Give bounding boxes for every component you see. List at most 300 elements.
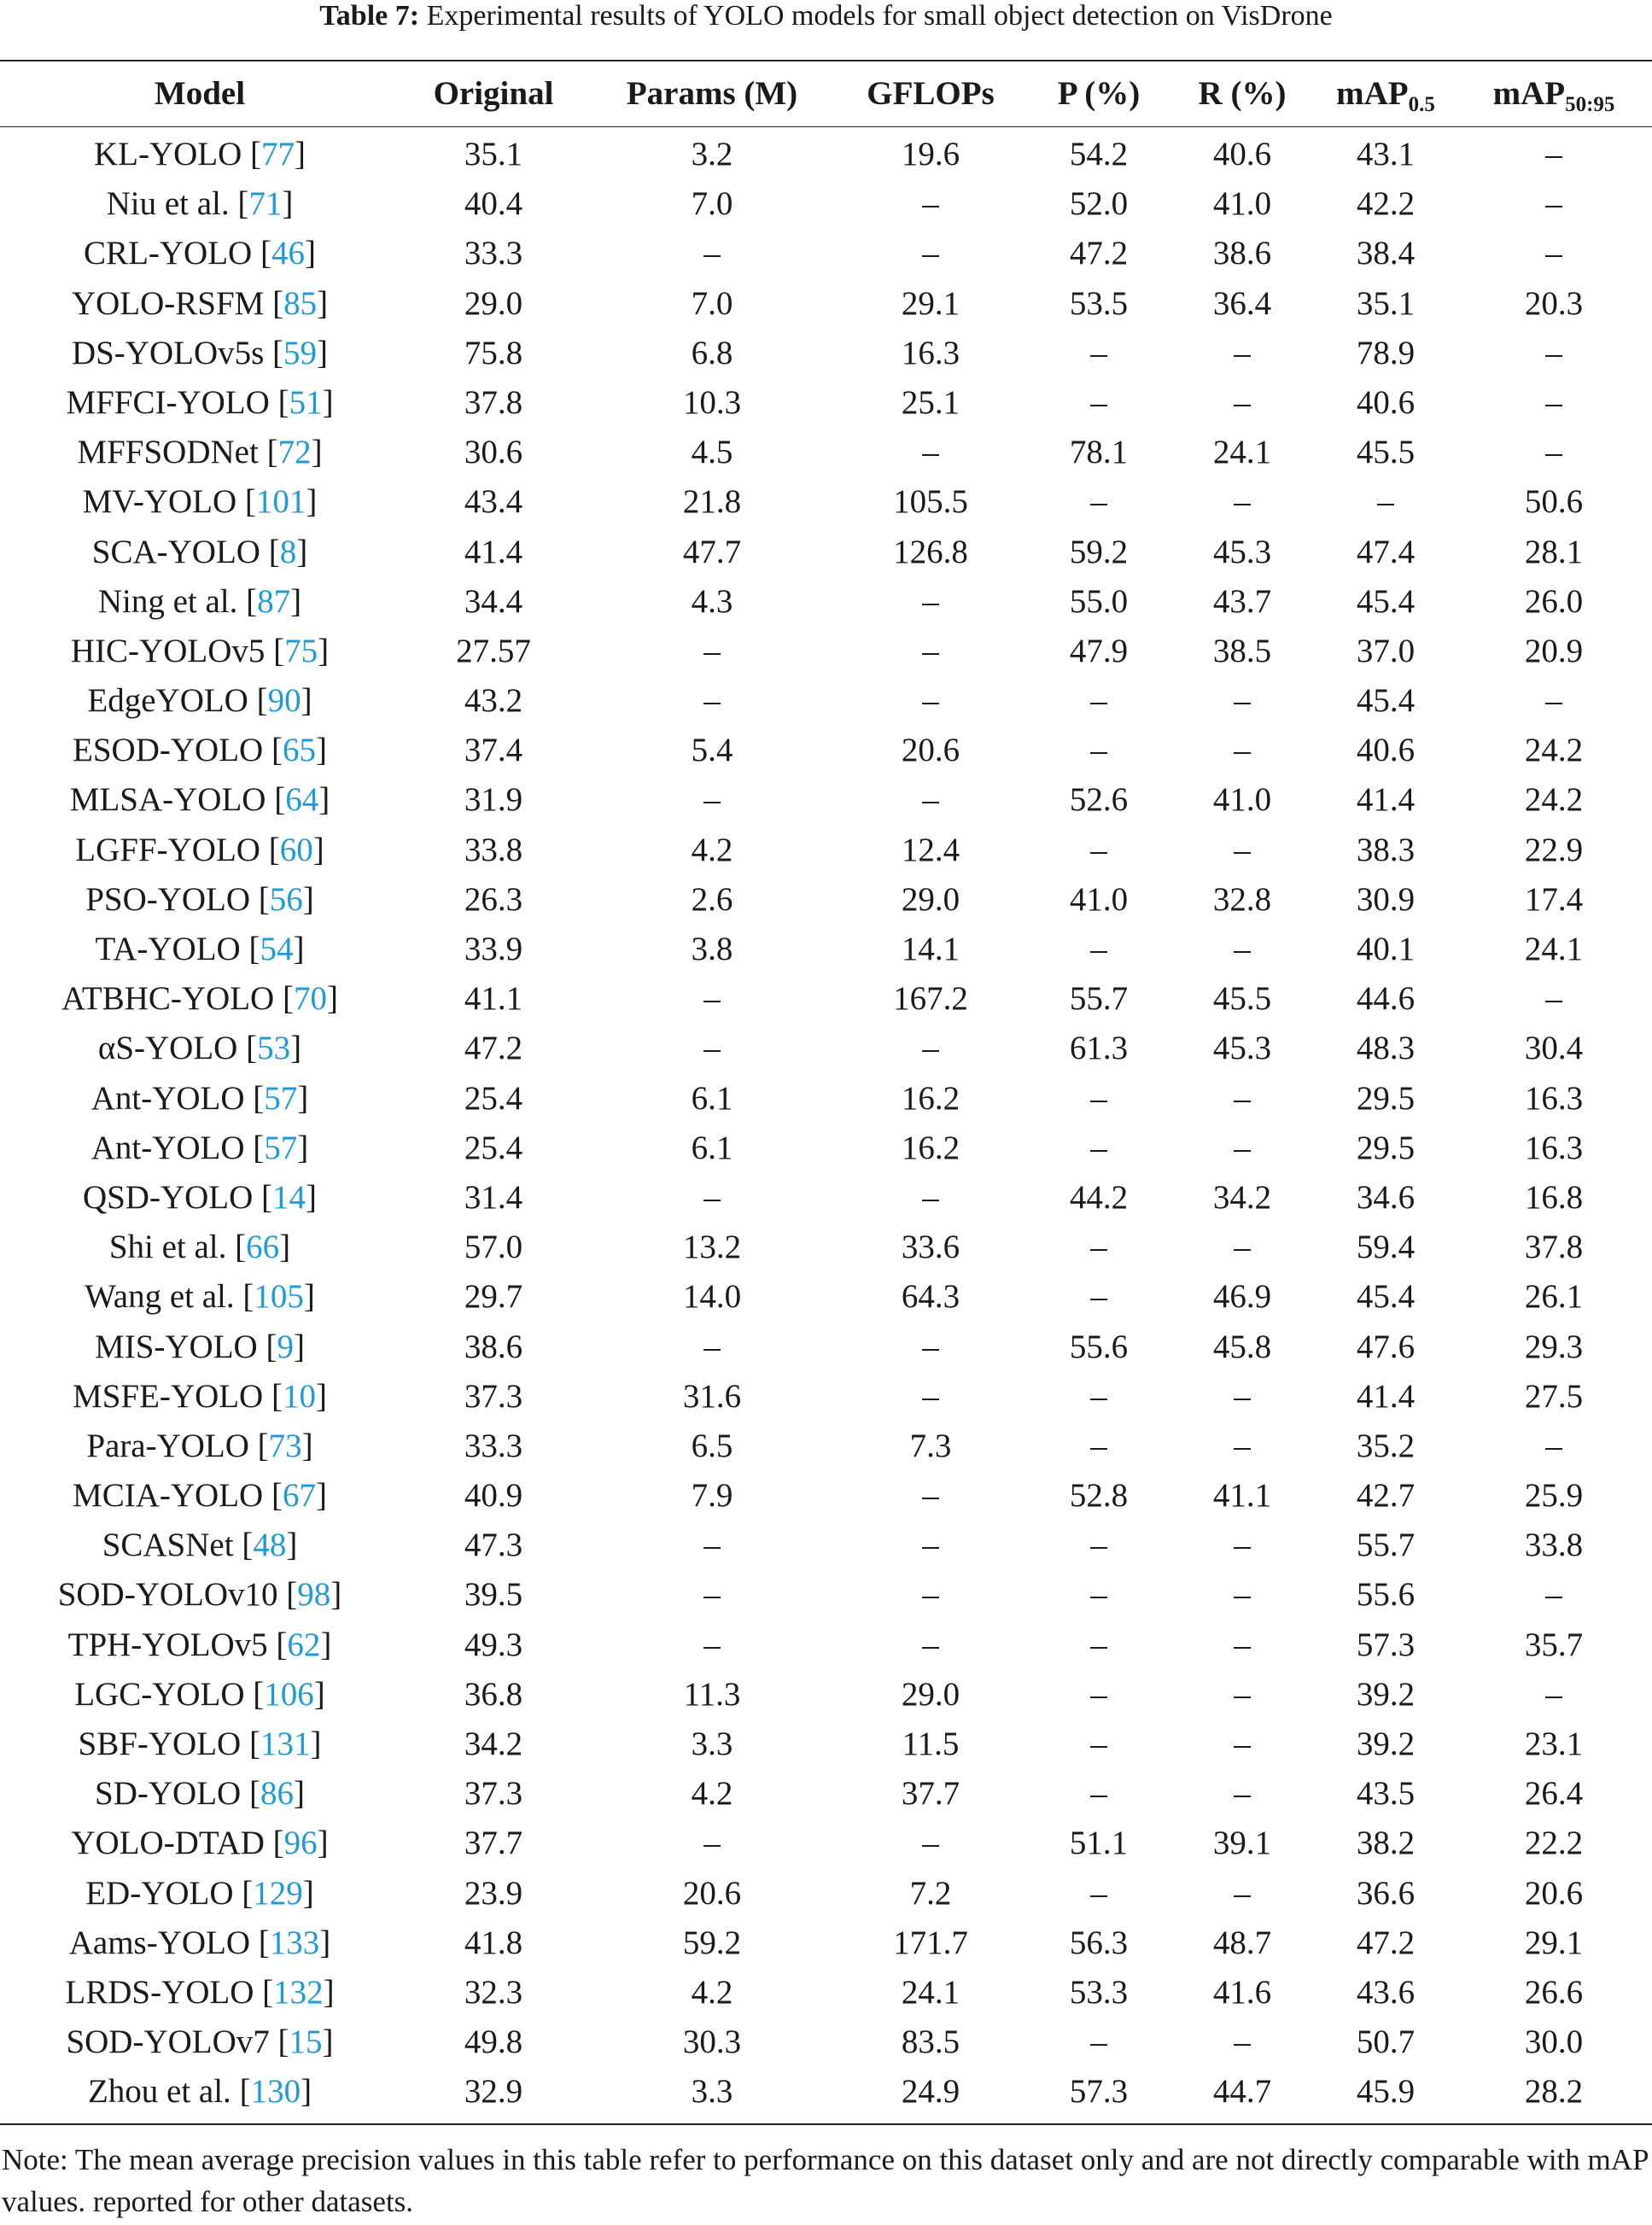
cell-params: 14.0 <box>682 1278 742 1316</box>
cell-model: Niu et al. [71] <box>106 185 294 223</box>
cell-original: 29.7 <box>464 1278 523 1316</box>
reference-link[interactable]: 131 <box>260 1726 311 1762</box>
table-caption <box>0 0 1652 34</box>
table-row <box>0 130 1652 179</box>
reference-link[interactable]: 9 <box>277 1328 294 1365</box>
table-row <box>0 1471 1652 1521</box>
cell-precision: 78.1 <box>1069 434 1129 471</box>
cell-recall: 44.7 <box>1212 2073 1272 2111</box>
cell-map05: 45.4 <box>1356 1278 1416 1316</box>
cell-precision: 41.0 <box>1069 880 1129 918</box>
table-row <box>0 1968 1652 2018</box>
table-row <box>0 1074 1652 1124</box>
reference-link[interactable]: 71 <box>248 185 283 223</box>
cell-map5095: – <box>1545 235 1562 272</box>
cell-gflops: 37.7 <box>901 1775 960 1813</box>
table-row <box>0 1124 1652 1173</box>
cell-map5095: – <box>1545 185 1562 223</box>
cell-original: 25.4 <box>464 1129 523 1166</box>
cell-gflops: 24.9 <box>901 2073 960 2111</box>
cell-map05: 47.4 <box>1356 533 1416 570</box>
cell-map05: 38.2 <box>1356 1825 1416 1862</box>
model-name: EdgeYOLO <box>87 682 257 720</box>
header-recall: R (%) <box>1198 75 1287 112</box>
table-row <box>0 1621 1652 1670</box>
cell-params: 13.2 <box>682 1229 742 1266</box>
cell-map05: 59.4 <box>1356 1229 1416 1266</box>
cell-precision: – <box>1090 1129 1107 1166</box>
cell-model: Ant-YOLO [57] <box>90 1079 309 1117</box>
cell-params: 4.3 <box>691 582 733 620</box>
cell-original: 34.2 <box>464 1726 523 1762</box>
reference-link[interactable]: 133 <box>269 1924 320 1961</box>
table-row <box>0 826 1652 875</box>
cell-params: 59.2 <box>682 1924 742 1961</box>
cell-map5095: 37.8 <box>1524 1229 1584 1266</box>
cell-recall: – <box>1234 1079 1251 1117</box>
cell-map05: 35.2 <box>1356 1427 1416 1464</box>
reference-link[interactable]: 62 <box>287 1626 321 1663</box>
cell-gflops: 7.3 <box>909 1427 952 1464</box>
cell-map5095: – <box>1545 334 1562 371</box>
cell-precision: – <box>1090 383 1107 421</box>
cell-original: 41.1 <box>464 980 523 1018</box>
reference-link[interactable]: 64 <box>285 781 319 819</box>
header-original: Original <box>433 75 554 112</box>
reference-link[interactable]: 77 <box>261 136 295 172</box>
cell-precision: – <box>1090 1427 1107 1464</box>
reference-link[interactable]: 66 <box>246 1229 280 1266</box>
cell-gflops: – <box>922 632 939 669</box>
cell-gflops: 105.5 <box>893 483 968 521</box>
cell-original: 35.1 <box>464 136 523 172</box>
cell-map05: 38.3 <box>1356 831 1416 868</box>
cell-recall: – <box>1234 1427 1251 1464</box>
cell-map5095: – <box>1545 1576 1562 1614</box>
cell-recall: 45.8 <box>1212 1328 1272 1365</box>
reference-link[interactable]: 8 <box>279 533 297 570</box>
cell-model: Para-YOLO [73] <box>86 1427 313 1464</box>
model-name: TPH-YOLOv5 <box>67 1626 277 1663</box>
cell-map05: 39.2 <box>1356 1675 1416 1713</box>
reference-link[interactable]: 15 <box>289 2024 323 2061</box>
cell-model: Wang et al. [105] <box>85 1278 315 1316</box>
cell-original: 26.3 <box>464 880 523 918</box>
table-row <box>0 2018 1652 2067</box>
reference-link[interactable]: 53 <box>257 1030 291 1067</box>
cell-recall: – <box>1234 831 1251 868</box>
cell-recall: 34.2 <box>1212 1178 1272 1216</box>
cell-original: 37.3 <box>464 1377 523 1415</box>
table-row <box>0 1819 1652 1868</box>
cell-recall: – <box>1234 1576 1251 1614</box>
cell-gflops: 171.7 <box>893 1924 968 1961</box>
reference-link[interactable]: 87 <box>257 582 291 620</box>
cell-map5095: 33.8 <box>1524 1527 1584 1564</box>
cell-params: 4.2 <box>691 1973 733 2011</box>
cell-recall: 46.9 <box>1212 1278 1272 1316</box>
cell-params: – <box>703 1178 721 1216</box>
cell-gflops: – <box>922 1626 939 1663</box>
table-header-rule <box>0 126 1652 127</box>
reference-link[interactable]: 67 <box>282 1477 316 1515</box>
cell-map05: 45.4 <box>1356 582 1416 620</box>
cell-map5095: 25.9 <box>1524 1477 1584 1515</box>
cell-recall: 45.3 <box>1212 1030 1272 1067</box>
cell-original: 47.2 <box>464 1030 523 1067</box>
cell-gflops: 33.6 <box>901 1229 960 1266</box>
cell-params: – <box>703 682 721 720</box>
cell-map5095: 26.6 <box>1524 1973 1584 2011</box>
cell-model: SOD-YOLOv7 [15] <box>66 2024 334 2061</box>
cell-map05: 50.7 <box>1356 2024 1416 2061</box>
reference-link[interactable]: 60 <box>279 831 313 868</box>
cell-params: 21.8 <box>682 483 742 521</box>
reference-link[interactable]: 70 <box>293 980 327 1018</box>
cell-model: SD-YOLO [86] <box>95 1775 305 1813</box>
cell-original: 29.0 <box>464 284 523 322</box>
cell-gflops: – <box>922 1576 939 1614</box>
cell-map5095: 50.6 <box>1524 483 1584 521</box>
cell-params: – <box>703 1030 721 1067</box>
cell-precision: 53.3 <box>1069 1973 1129 2011</box>
model-name: SCASNet <box>102 1527 242 1564</box>
table-bottom-rule <box>0 2123 1652 2125</box>
cell-params: – <box>703 632 721 669</box>
cell-params: – <box>703 781 721 819</box>
cell-map5095: 24.2 <box>1524 781 1584 819</box>
cell-model: MSFE-YOLO [10] <box>73 1377 327 1415</box>
cell-gflops: 29.0 <box>901 1675 960 1713</box>
cell-params: – <box>703 1328 721 1365</box>
cell-gflops: – <box>922 1030 939 1067</box>
model-name: LGFF-YOLO <box>75 831 269 868</box>
reference-link[interactable]: 10 <box>282 1377 316 1415</box>
cell-params: 7.0 <box>691 284 733 322</box>
model-name: SCA-YOLO <box>91 533 269 570</box>
model-name: αS-YOLO <box>97 1030 247 1067</box>
model-name: Ning et al. <box>97 582 247 620</box>
cell-precision: 47.2 <box>1069 235 1129 272</box>
cell-map05: 45.5 <box>1356 434 1416 471</box>
reference-link[interactable]: 105 <box>254 1278 304 1316</box>
cell-precision: – <box>1090 1874 1107 1912</box>
reference-link[interactable]: 65 <box>282 732 316 769</box>
cell-original: 49.3 <box>464 1626 523 1663</box>
cell-map05: 41.4 <box>1356 1377 1416 1415</box>
cell-precision: – <box>1090 483 1107 521</box>
cell-params: 30.3 <box>682 2024 742 2061</box>
cell-precision: 51.1 <box>1069 1825 1129 1862</box>
model-name: SBF-YOLO <box>78 1726 249 1762</box>
cell-map5095: 22.2 <box>1524 1825 1584 1862</box>
cell-precision: – <box>1090 1726 1107 1762</box>
cell-gflops: 14.1 <box>901 931 960 967</box>
cell-model: LGC-YOLO [106] <box>74 1675 325 1713</box>
cell-gflops: 16.3 <box>901 334 960 371</box>
cell-model: LGFF-YOLO [60] <box>75 831 324 868</box>
cell-recall: 24.1 <box>1212 434 1272 471</box>
table-note: Note: The mean average precision values in this table refer to performance on this dataset only and are not directly comparable with mAP values. reported for other datasets. <box>2 2143 1649 2218</box>
cell-map5095: – <box>1545 980 1562 1018</box>
model-name: DS-YOLOv5s <box>71 334 273 371</box>
reference-link[interactable]: 96 <box>283 1825 318 1862</box>
model-name: HIC-YOLOv5 <box>70 632 274 669</box>
reference-link[interactable]: 14 <box>272 1178 306 1216</box>
cell-model: MFFCI-YOLO [51] <box>66 383 334 421</box>
cell-map5095: 24.2 <box>1524 732 1584 769</box>
cell-gflops: – <box>922 235 939 272</box>
table-row <box>0 1272 1652 1322</box>
cell-precision: – <box>1090 1576 1107 1614</box>
reference-link[interactable]: 86 <box>260 1775 294 1813</box>
cell-precision: 47.9 <box>1069 632 1129 669</box>
cell-model: αS-YOLO [53] <box>97 1030 302 1067</box>
model-name: MCIA-YOLO <box>73 1477 271 1515</box>
model-name: MFFSODNet <box>77 434 267 471</box>
cell-precision: 59.2 <box>1069 533 1129 570</box>
cell-params: – <box>703 980 721 1018</box>
table-row <box>0 1918 1652 1968</box>
reference-link[interactable]: 132 <box>273 1973 324 2011</box>
cell-map05: 55.6 <box>1356 1576 1416 1614</box>
cell-params: 6.5 <box>691 1427 733 1464</box>
cell-model: SBF-YOLO [131] <box>78 1726 322 1762</box>
table-row <box>0 1769 1652 1819</box>
cell-gflops: 11.5 <box>902 1726 960 1762</box>
reference-link[interactable]: 72 <box>277 434 312 471</box>
reference-link[interactable]: 90 <box>267 682 301 720</box>
cell-precision: 52.6 <box>1069 781 1129 819</box>
cell-recall: – <box>1234 1675 1251 1713</box>
cell-gflops: 83.5 <box>901 2024 960 2061</box>
reference-link[interactable]: 85 <box>283 284 318 322</box>
table-row <box>0 477 1652 527</box>
cell-original: 33.8 <box>464 831 523 868</box>
cell-original: 32.9 <box>464 2073 523 2111</box>
cell-precision: 52.0 <box>1069 185 1129 223</box>
cell-params: 11.3 <box>683 1675 741 1713</box>
reference-link[interactable]: 56 <box>269 880 303 918</box>
cell-map05: 29.5 <box>1356 1129 1416 1166</box>
table-row <box>0 1372 1652 1422</box>
cell-map5095: 26.1 <box>1524 1278 1584 1316</box>
cell-gflops: 29.0 <box>901 880 960 918</box>
cell-original: 57.0 <box>464 1229 523 1266</box>
cell-gflops: 19.6 <box>901 136 960 172</box>
cell-map05: 43.6 <box>1356 1973 1416 2011</box>
cell-precision: – <box>1090 931 1107 967</box>
cell-map05: 43.1 <box>1356 136 1416 172</box>
table-row <box>0 279 1652 329</box>
cell-recall: 41.0 <box>1212 185 1272 223</box>
cell-map5095: 16.3 <box>1524 1079 1584 1117</box>
cell-gflops: – <box>922 434 939 471</box>
model-name: TA-YOLO <box>95 931 249 967</box>
cell-params: – <box>703 235 721 272</box>
cell-map05: 39.2 <box>1356 1726 1416 1762</box>
cell-gflops: – <box>922 1328 939 1365</box>
model-name: Ant-YOLO <box>90 1129 254 1166</box>
cell-original: 25.4 <box>464 1079 523 1117</box>
table-row <box>0 775 1652 825</box>
cell-gflops: – <box>922 1527 939 1564</box>
cell-gflops: – <box>922 1178 939 1216</box>
cell-original: 49.8 <box>464 2024 523 2061</box>
reference-link[interactable]: 54 <box>260 931 294 967</box>
cell-params: 4.5 <box>691 434 733 471</box>
reference-link[interactable]: 106 <box>264 1675 314 1713</box>
table-row <box>0 1024 1652 1073</box>
reference-link[interactable]: 51 <box>289 383 323 421</box>
reference-link[interactable]: 98 <box>297 1576 331 1614</box>
cell-gflops: 167.2 <box>893 980 968 1018</box>
cell-recall: 41.1 <box>1212 1477 1272 1515</box>
cell-params: 4.2 <box>691 1775 733 1813</box>
table-caption-label: Table 7: <box>319 0 420 32</box>
cell-map5095: – <box>1545 1427 1562 1464</box>
cell-map05: 40.1 <box>1356 931 1416 967</box>
reference-link[interactable]: 57 <box>264 1129 298 1166</box>
cell-map5095: 26.4 <box>1524 1775 1584 1813</box>
cell-recall: 32.8 <box>1212 880 1272 918</box>
cell-recall: – <box>1234 383 1251 421</box>
cell-model: ATBHC-YOLO [70] <box>61 980 338 1018</box>
cell-params: – <box>703 1825 721 1862</box>
cell-recall: – <box>1234 682 1251 720</box>
cell-gflops: 126.8 <box>893 533 968 570</box>
cell-precision: – <box>1090 1079 1107 1117</box>
cell-precision: – <box>1090 732 1107 769</box>
cell-map05: 35.1 <box>1356 284 1416 322</box>
cell-precision: 53.5 <box>1069 284 1129 322</box>
table-row <box>0 528 1652 577</box>
cell-map5095: – <box>1545 383 1562 421</box>
table-row <box>0 1570 1652 1620</box>
model-name: Wang et al. <box>85 1278 243 1316</box>
reference-link[interactable]: 75 <box>284 632 318 669</box>
cell-recall: – <box>1234 483 1251 521</box>
cell-original: 32.3 <box>464 1973 523 2011</box>
cell-precision: 54.2 <box>1069 136 1129 172</box>
table-row <box>0 1173 1652 1223</box>
cell-map05: 47.2 <box>1356 1924 1416 1961</box>
cell-params: – <box>703 1527 721 1564</box>
cell-map05: 48.3 <box>1356 1030 1416 1067</box>
model-name: YOLO-DTAD <box>71 1825 273 1862</box>
table-row <box>0 1869 1652 1918</box>
cell-params: 47.7 <box>682 533 742 570</box>
cell-original: 33.9 <box>464 931 523 967</box>
cell-map05: 40.6 <box>1356 383 1416 421</box>
cell-model: YOLO-DTAD [96] <box>71 1825 329 1862</box>
model-name: Aams-YOLO <box>68 1924 259 1961</box>
cell-model: ED-YOLO [129] <box>85 1874 314 1912</box>
table-row <box>0 974 1652 1024</box>
cell-params: 31.6 <box>682 1377 742 1415</box>
cell-original: 75.8 <box>464 334 523 371</box>
cell-params: 3.3 <box>691 2073 733 2111</box>
cell-precision: 56.3 <box>1069 1924 1129 1961</box>
cell-precision: – <box>1090 1278 1107 1316</box>
reference-link[interactable]: 46 <box>271 235 305 272</box>
reference-link[interactable]: 73 <box>268 1427 302 1464</box>
cell-params: 6.8 <box>691 334 733 371</box>
cell-map05: 55.7 <box>1356 1527 1416 1564</box>
table-row <box>0 2067 1652 2117</box>
table-row <box>0 229 1652 278</box>
cell-model: LRDS-YOLO [132] <box>65 1973 335 2011</box>
cell-map5095: 30.0 <box>1524 2024 1584 2061</box>
cell-recall: 48.7 <box>1212 1924 1272 1961</box>
reference-link[interactable]: 57 <box>264 1079 298 1117</box>
reference-link[interactable]: 130 <box>250 2073 301 2111</box>
model-name: YOLO-RSFM <box>71 284 273 322</box>
cell-model: MCIA-YOLO [67] <box>73 1477 327 1515</box>
reference-link[interactable]: 101 <box>255 483 306 521</box>
cell-map05: 29.5 <box>1356 1079 1416 1117</box>
model-name: SOD-YOLOv7 <box>66 2024 278 2061</box>
cell-model: MV-YOLO [101] <box>82 483 318 521</box>
cell-params: 4.2 <box>691 831 733 868</box>
header-map5095: mAP$_{50:95}$ <box>1492 75 1615 116</box>
cell-model: Ning et al. [87] <box>97 582 302 620</box>
cell-gflops: 12.4 <box>901 831 960 868</box>
model-name: MV-YOLO <box>82 483 245 521</box>
table-row <box>0 925 1652 974</box>
model-name: MSFE-YOLO <box>73 1377 271 1415</box>
cell-map05: 40.6 <box>1356 732 1416 769</box>
cell-map05: 38.4 <box>1356 235 1416 272</box>
header-params: Params (M) <box>626 75 798 112</box>
cell-precision: – <box>1090 1675 1107 1713</box>
cell-precision: – <box>1090 334 1107 371</box>
cell-map5095: 29.1 <box>1524 1924 1584 1961</box>
cell-precision: – <box>1090 2024 1107 2061</box>
table-row <box>0 1720 1652 1769</box>
cell-recall: 40.6 <box>1212 136 1272 172</box>
cell-map5095: – <box>1545 434 1562 471</box>
reference-link[interactable]: 129 <box>253 1874 303 1912</box>
reference-link[interactable]: 59 <box>283 334 318 371</box>
cell-recall: 41.6 <box>1212 1973 1272 2011</box>
cell-map5095: 26.0 <box>1524 582 1584 620</box>
cell-map05: 34.6 <box>1356 1178 1416 1216</box>
cell-map5095: 27.5 <box>1524 1377 1584 1415</box>
cell-model: KL-YOLO [77] <box>93 136 306 172</box>
cell-map5095: 30.4 <box>1524 1030 1584 1067</box>
table-row <box>0 1670 1652 1720</box>
cell-map05: 57.3 <box>1356 1626 1416 1663</box>
model-name: Shi et al. <box>108 1229 236 1266</box>
table-row <box>0 1223 1652 1272</box>
cell-map5095: 16.3 <box>1524 1129 1584 1166</box>
model-name: SOD-YOLOv10 <box>57 1576 287 1614</box>
cell-original: 41.8 <box>464 1924 523 1961</box>
cell-gflops: 24.1 <box>901 1973 960 2011</box>
cell-model: MIS-YOLO [9] <box>95 1328 305 1365</box>
cell-model: Zhou et al. [130] <box>87 2073 312 2111</box>
reference-link[interactable]: 48 <box>253 1527 287 1564</box>
cell-precision: 55.0 <box>1069 582 1129 620</box>
model-name: Para-YOLO <box>86 1427 258 1464</box>
cell-recall: – <box>1234 1527 1251 1564</box>
cell-recall: 38.5 <box>1212 632 1272 669</box>
cell-map05: 47.6 <box>1356 1328 1416 1365</box>
cell-params: 20.6 <box>682 1874 742 1912</box>
cell-params: 3.2 <box>691 136 733 172</box>
cell-original: 37.4 <box>464 732 523 769</box>
